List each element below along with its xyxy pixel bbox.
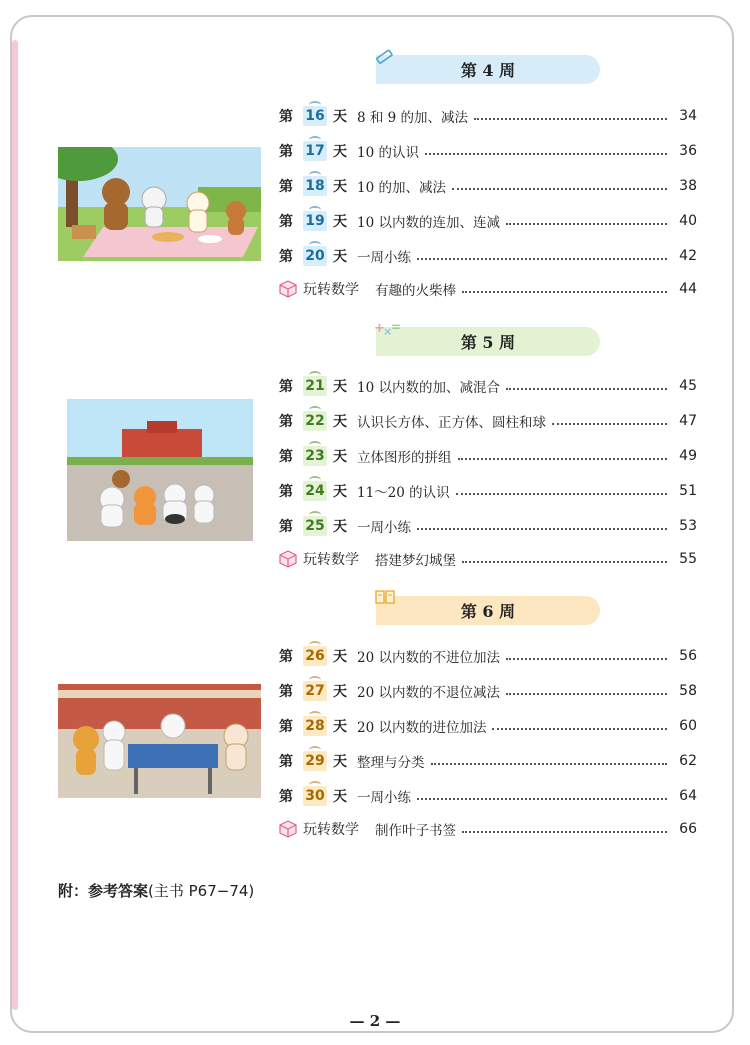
- list-item[interactable]: [279, 479, 697, 503]
- day-topic: 一周小练: [357, 790, 411, 806]
- day-number-badge: 21: [303, 376, 327, 396]
- day-suffix: 天: [333, 449, 347, 465]
- day-topic: 整理与分类: [357, 755, 425, 771]
- list-item[interactable]: [279, 679, 697, 703]
- day-topic: 11～20 的认识: [357, 485, 450, 501]
- day-prefix: 第: [279, 484, 293, 500]
- day-number-badge: 28: [303, 716, 327, 736]
- day-topic: 一周小练: [357, 250, 411, 266]
- book-icon: [374, 588, 396, 606]
- day-number-badge: 29: [303, 751, 327, 771]
- list-item[interactable]: [279, 374, 697, 398]
- day-prefix: 第: [279, 789, 293, 805]
- appendix-label: 附：参考答案: [58, 882, 149, 900]
- page-number: 47: [679, 413, 697, 429]
- fun-topic: 有趣的火柴棒: [375, 283, 456, 299]
- day-prefix: 第: [279, 379, 293, 395]
- day-prefix: 第: [279, 519, 293, 535]
- svg-text:=: =: [391, 320, 402, 334]
- appendix-answers[interactable]: [58, 880, 254, 901]
- day-prefix: 第: [279, 179, 293, 195]
- day-suffix: 天: [333, 379, 347, 395]
- day-topic: 10 的认识: [357, 145, 419, 161]
- list-item[interactable]: [279, 444, 697, 468]
- page-number: 53: [679, 518, 697, 534]
- list-item[interactable]: [279, 174, 697, 198]
- leader-dots: [462, 831, 667, 833]
- week-6-header: [376, 596, 600, 625]
- fun-topic: 制作叶子书签: [375, 823, 456, 839]
- day-prefix: 第: [279, 719, 293, 735]
- week-4-header: [376, 55, 600, 84]
- page-number: 38: [679, 178, 697, 194]
- leader-dots: [458, 458, 668, 460]
- fun-math-item[interactable]: [279, 277, 697, 301]
- day-topic: 10 以内数的连加、连减: [357, 215, 500, 231]
- fun-math-item[interactable]: [279, 817, 697, 841]
- day-topic: 10 的加、减法: [357, 180, 446, 196]
- day-suffix: 天: [333, 414, 347, 430]
- day-number-badge: 19: [303, 211, 327, 231]
- day-number-badge: 16: [303, 106, 327, 126]
- day-number-badge: 23: [303, 446, 327, 466]
- week-5-header: [374, 320, 600, 356]
- math-symbols-icon: [374, 319, 404, 337]
- fun-math-label: 玩转数学: [303, 282, 359, 298]
- day-suffix: 天: [333, 179, 347, 195]
- day-prefix: 第: [279, 249, 293, 265]
- list-item[interactable]: [279, 209, 697, 233]
- day-suffix: 天: [333, 249, 347, 265]
- day-prefix: 第: [279, 414, 293, 430]
- fun-math-item[interactable]: [279, 547, 697, 571]
- day-suffix: 天: [333, 789, 347, 805]
- day-number-badge: 30: [303, 786, 327, 806]
- leader-dots: [425, 153, 667, 155]
- day-suffix: 天: [333, 144, 347, 160]
- day-suffix: 天: [333, 519, 347, 535]
- appendix-detail: (主书 P67−74): [148, 882, 255, 900]
- leader-dots: [417, 528, 667, 530]
- leader-dots: [506, 693, 667, 695]
- day-suffix: 天: [333, 649, 347, 665]
- day-topic: 10 以内数的加、减混合: [357, 380, 500, 396]
- day-number-badge: 20: [303, 246, 327, 266]
- leader-dots: [462, 291, 667, 293]
- day-prefix: 第: [279, 649, 293, 665]
- leader-dots: [506, 658, 667, 660]
- day-suffix: 天: [333, 719, 347, 735]
- day-number-badge: 18: [303, 176, 327, 196]
- leader-dots: [474, 118, 667, 120]
- day-prefix: 第: [279, 144, 293, 160]
- page-number: 58: [679, 683, 697, 699]
- page-edge-accent: [12, 40, 18, 1010]
- list-item[interactable]: [279, 139, 697, 163]
- page-number: 55: [679, 551, 697, 567]
- leader-dots: [431, 763, 668, 765]
- day-number-badge: 22: [303, 411, 327, 431]
- day-suffix: 天: [333, 754, 347, 770]
- day-prefix: 第: [279, 214, 293, 230]
- page-number: 36: [679, 143, 697, 159]
- page-number: 45: [679, 378, 697, 394]
- page-footer-number: — 2 —: [349, 1012, 401, 1030]
- leader-dots: [506, 223, 667, 225]
- svg-text:+: +: [374, 321, 385, 336]
- page-number: 42: [679, 248, 697, 264]
- day-topic: 20 以内数的不进位加法: [357, 650, 500, 666]
- pencil-icon: [374, 47, 396, 67]
- table-tennis-illustration: [58, 684, 261, 798]
- leader-dots: [417, 258, 667, 260]
- cube-icon: [279, 550, 299, 568]
- week-title: 第 4 周: [460, 61, 516, 80]
- page-number: 66: [679, 821, 697, 837]
- day-prefix: 第: [279, 109, 293, 125]
- list-item[interactable]: [279, 714, 697, 738]
- day-suffix: 天: [333, 484, 347, 500]
- list-item[interactable]: [279, 514, 697, 538]
- picnic-illustration: [58, 147, 261, 261]
- page-number: 60: [679, 718, 697, 734]
- day-topic: 认识长方体、正方体、圆柱和球: [357, 415, 546, 431]
- page-number: 64: [679, 788, 697, 804]
- fun-math-label: 玩转数学: [303, 552, 359, 568]
- leader-dots: [456, 493, 667, 495]
- day-number-badge: 26: [303, 646, 327, 666]
- day-topic: 8 和 9 的加、减法: [357, 110, 469, 126]
- leader-dots: [506, 388, 667, 390]
- day-topic: 20 以内数的不退位减法: [357, 685, 500, 701]
- schoolyard-illustration: [67, 399, 253, 541]
- day-number-badge: 24: [303, 481, 327, 501]
- cube-icon: [279, 280, 299, 298]
- page-number: 49: [679, 448, 697, 464]
- svg-text:×: ×: [383, 325, 393, 337]
- leader-dots: [452, 188, 667, 190]
- leader-dots: [462, 561, 667, 563]
- page-number: 51: [679, 483, 697, 499]
- day-topic: 20 以内数的进位加法: [357, 720, 487, 736]
- leader-dots: [417, 798, 667, 800]
- page-number: 56: [679, 648, 697, 664]
- day-number-badge: 17: [303, 141, 327, 161]
- page-number: 62: [679, 753, 697, 769]
- fun-math-label: 玩转数学: [303, 822, 359, 838]
- page-number: 44: [679, 281, 697, 297]
- list-item[interactable]: [279, 784, 697, 808]
- leader-dots: [492, 728, 667, 730]
- day-topic: 一周小练: [357, 520, 411, 536]
- day-number-badge: 27: [303, 681, 327, 701]
- fun-topic: 搭建梦幻城堡: [375, 553, 456, 569]
- day-number-badge: 25: [303, 516, 327, 536]
- cube-icon: [279, 820, 299, 838]
- day-suffix: 天: [333, 109, 347, 125]
- list-item[interactable]: [279, 749, 697, 773]
- leader-dots: [552, 423, 667, 425]
- day-suffix: 天: [333, 214, 347, 230]
- day-prefix: 第: [279, 754, 293, 770]
- page-number: 40: [679, 213, 697, 229]
- week-title: 第 5 周: [460, 333, 516, 352]
- day-prefix: 第: [279, 684, 293, 700]
- page-number: 34: [679, 108, 697, 124]
- list-item[interactable]: [279, 104, 697, 128]
- list-item[interactable]: [279, 244, 697, 268]
- week-title: 第 6 周: [460, 602, 516, 621]
- list-item[interactable]: [279, 409, 697, 433]
- list-item[interactable]: [279, 644, 697, 668]
- day-suffix: 天: [333, 684, 347, 700]
- day-prefix: 第: [279, 449, 293, 465]
- day-topic: 立体图形的拼组: [357, 450, 452, 466]
